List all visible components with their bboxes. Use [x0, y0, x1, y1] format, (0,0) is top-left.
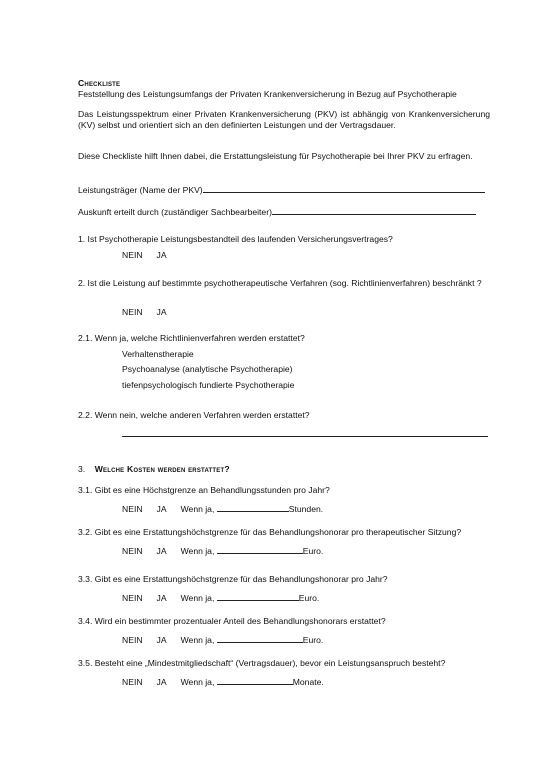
question-2-2: 2.2. Wenn nein, welche anderen Verfahren werden erstattet?: [78, 410, 310, 420]
unit-label: Stunden.: [288, 504, 324, 514]
option-nein[interactable]: NEIN: [122, 546, 143, 556]
option-ja[interactable]: JA: [156, 307, 167, 317]
section-3-title: Welche Kosten werden erstattet?: [94, 464, 230, 474]
option-nein[interactable]: NEIN: [122, 504, 143, 514]
procedure-item[interactable]: Psychoanalyse (analytische Psychotherapie): [122, 364, 293, 374]
question-3-5: 3.5. Besteht eine „Mindestmitgliedschaft“ (Vertragsdauer), bevor ein Leistungsanspruch besteht?: [78, 658, 446, 668]
contact-input-line[interactable]: [272, 204, 476, 215]
provider-input-line[interactable]: [203, 182, 485, 193]
months-input-line[interactable]: [217, 674, 293, 685]
unit-label: Monate.: [292, 677, 324, 687]
question-1-options: [122, 250, 181, 261]
option-nein[interactable]: NEIN: [122, 593, 143, 603]
question-3-4-options: [122, 632, 323, 646]
option-ja[interactable]: JA: [156, 635, 167, 645]
question-3-2: 3.2. Gibt es eine Erstattungshöchstgrenze für das Behandlungshonorar pro therapeutischer Sitzung?: [78, 527, 462, 537]
option-ja[interactable]: JA: [156, 546, 167, 556]
contact-field-label: Auskunft erteilt durch (zuständiger Sachbearbeiter): [78, 207, 272, 217]
question-3-4: 3.4. Wird ein bestimmter prozentualer Anteil des Behandlungshonorars erstattet?: [78, 616, 386, 626]
option-nein[interactable]: NEIN: [122, 677, 143, 687]
annual-fee-input-line[interactable]: [217, 590, 299, 601]
provider-field[interactable]: [78, 182, 485, 196]
if-yes-label: Wenn ja,: [180, 546, 215, 556]
section-3-number: 3.: [78, 464, 86, 474]
if-yes-label: Wenn ja,: [180, 593, 215, 603]
option-ja[interactable]: JA: [156, 250, 167, 260]
question-3-1: 3.1. Gibt es eine Höchstgrenze an Behandlungsstunden pro Jahr?: [78, 485, 330, 495]
option-nein[interactable]: NEIN: [122, 635, 143, 645]
if-yes-label: Wenn ja,: [180, 504, 215, 514]
procedure-item[interactable]: Verhaltenstherapie: [122, 349, 194, 359]
question-3-3-options: [122, 590, 319, 604]
if-yes-label: Wenn ja,: [180, 677, 215, 687]
section-3-heading: [78, 464, 230, 475]
question-1: 1. Ist Psychotherapie Leistungsbestandteil des laufenden Versicherungsvertrages?: [78, 234, 393, 244]
session-fee-input-line[interactable]: [217, 543, 303, 554]
question-2-options: [122, 307, 181, 318]
option-ja[interactable]: JA: [156, 677, 167, 687]
question-3-1-options: [122, 501, 323, 515]
option-nein[interactable]: NEIN: [122, 250, 143, 260]
question-3-5-options: [122, 674, 324, 688]
question-2-1: 2.1. Wenn ja, welche Richtlinienverfahren werden erstattet?: [78, 333, 305, 343]
if-yes-label: Wenn ja,: [180, 635, 215, 645]
unit-label: Euro.: [302, 546, 324, 556]
question-3-2-options: [122, 543, 323, 557]
contact-field[interactable]: [78, 204, 476, 218]
unit-label: Euro.: [298, 593, 320, 603]
hours-input-line[interactable]: [217, 501, 289, 512]
intro-paragraph-1: Das Leistungsspektrum einer Privaten Krankenversicherung (PKV) ist abhängig von Krankenversicherung (KV) selbst und orientiert sich an den definierten Leistungen und der Vertragsdauer.: [78, 109, 490, 131]
option-ja[interactable]: JA: [156, 504, 167, 514]
question-2: 2. Ist die Leistung auf bestimmte psychotherapeutische Verfahren (sog. Richtlinienverfahren) beschränkt ?: [78, 278, 482, 288]
intro-paragraph-2: Diese Checkliste hilft Ihnen dabei, die Erstattungsleistung für Psychotherapie bei Ihrer PKV zu erfragen.: [78, 151, 473, 161]
percentage-input-line[interactable]: [217, 632, 303, 643]
unit-label: Euro.: [302, 635, 324, 645]
option-ja[interactable]: JA: [156, 593, 167, 603]
other-procedures-input-line[interactable]: [122, 426, 488, 437]
checklist-heading: Checkliste: [78, 78, 121, 88]
option-nein[interactable]: NEIN: [122, 307, 143, 317]
provider-field-label: Leistungsträger (Name der PKV): [78, 185, 203, 195]
question-3-3: 3.3. Gibt es eine Erstattungshöchstgrenze für das Behandlungshonorar pro Jahr?: [78, 574, 388, 584]
checklist-subtitle: Feststellung des Leistungsumfangs der Privaten Krankenversicherung in Bezug auf Psychotherapie: [78, 89, 457, 99]
procedure-item[interactable]: tiefenpsychologisch fundierte Psychotherapie: [122, 380, 295, 390]
